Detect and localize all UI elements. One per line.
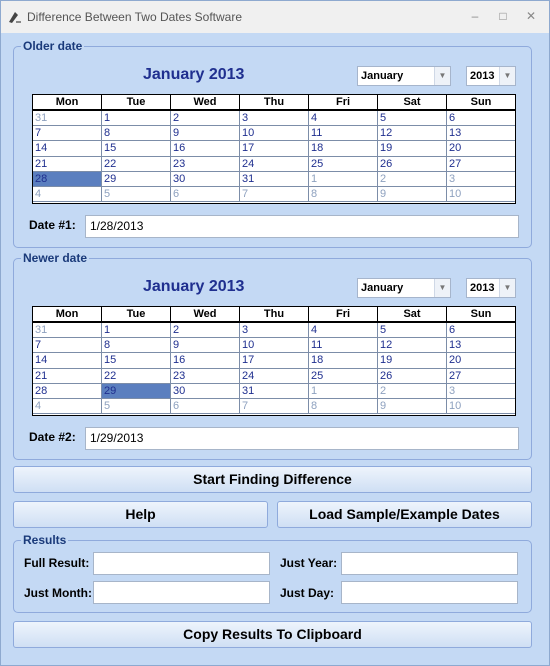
calendar-day[interactable]: 16 (171, 141, 240, 156)
calendar-day-other-month[interactable]: 10 (447, 399, 515, 414)
calendar-day-other-month[interactable]: 2 (378, 172, 447, 187)
calendar-day[interactable]: 24 (240, 157, 309, 172)
calendar-day[interactable]: 17 (240, 141, 309, 156)
copy-results-button[interactable]: Copy Results To Clipboard (13, 621, 532, 648)
calendar-day[interactable]: 30 (171, 384, 240, 399)
weekday-tue: Tue (102, 307, 171, 321)
calendar-day[interactable]: 3 (240, 323, 309, 338)
calendar-day[interactable]: 15 (102, 141, 171, 156)
calendar-week-row (33, 172, 515, 187)
weekday-thu: Thu (240, 307, 309, 321)
weekday-mon: Mon (33, 307, 102, 321)
calendar-day[interactable]: 8 (102, 338, 171, 353)
calendar-day-other-month[interactable]: 1 (309, 172, 378, 187)
calendar-day[interactable]: 4 (309, 323, 378, 338)
calendar-day[interactable]: 18 (309, 353, 378, 368)
calendar-week-row (33, 338, 515, 353)
calendar-day[interactable]: 8 (102, 126, 171, 141)
calendar-day[interactable]: 1 (102, 111, 171, 126)
newer-year-select-value: 2013 (470, 282, 495, 294)
calendar-day[interactable]: 17 (240, 353, 309, 368)
calendar-day-other-month[interactable]: 1 (309, 384, 378, 399)
date2-field[interactable]: 1/29/2013 (85, 427, 519, 450)
calendar-day[interactable]: 10 (240, 126, 309, 141)
calendar-day[interactable]: 23 (171, 157, 240, 172)
calendar-day[interactable]: 1 (102, 323, 171, 338)
calendar-day[interactable]: 3 (240, 111, 309, 126)
date2-label: Date #2: (29, 430, 76, 444)
calendar-day[interactable]: 26 (378, 157, 447, 172)
calendar-day[interactable]: 10 (240, 338, 309, 353)
calendar-day-other-month[interactable]: 7 (240, 399, 309, 414)
calendar-day[interactable]: 9 (171, 338, 240, 353)
calendar-day[interactable]: 18 (309, 141, 378, 156)
calendar-day[interactable]: 31 (240, 172, 309, 187)
weekday-sun: Sun (470, 308, 492, 320)
calendar-day[interactable]: 29 (102, 172, 171, 187)
calendar-day-other-month[interactable]: 8 (309, 399, 378, 414)
older-date-group (13, 39, 532, 248)
newer-month-title: January 2013 (143, 278, 245, 295)
calendar-weekday-header (33, 307, 515, 323)
results-legend: Results (23, 533, 67, 547)
calendar-day[interactable]: 27 (447, 369, 515, 384)
calendar-day-other-month[interactable]: 5 (102, 187, 171, 202)
newer-calendar[interactable] (32, 306, 516, 416)
calendar-day[interactable]: 6 (447, 111, 515, 126)
calendar-day[interactable]: 14 (33, 141, 102, 156)
calendar-week-row (33, 369, 515, 384)
calendar-day[interactable]: 21 (33, 157, 102, 172)
maximize-icon[interactable]: □ (499, 9, 507, 23)
calendar-day-other-month[interactable]: 9 (378, 399, 447, 414)
calendar-day-other-month[interactable]: 3 (447, 172, 515, 187)
calendar-day[interactable]: 15 (102, 353, 171, 368)
window-title: Difference Between Two Dates Software (27, 10, 243, 24)
calendar-day[interactable]: 20 (447, 141, 515, 156)
older-year-select[interactable] (466, 66, 516, 86)
calendar-week-row (33, 399, 515, 414)
calendar-day[interactable]: 11 (309, 338, 378, 353)
results-group (13, 533, 532, 613)
older-month-select-value: January (361, 70, 404, 82)
calendar-day-other-month[interactable]: 5 (102, 399, 171, 414)
calendar-day[interactable]: 12 (378, 338, 447, 353)
just-day-field[interactable] (341, 581, 518, 604)
chevron-down-icon[interactable]: ▼ (499, 279, 515, 297)
weekday-sat: Sat (378, 307, 447, 321)
weekday-wed: Wed (171, 307, 240, 321)
calendar-week-row (33, 111, 515, 126)
calendar-day-other-month[interactable]: 7 (240, 187, 309, 202)
just-month-label: Just Month: (24, 586, 92, 600)
weekday-sat: Sat (378, 95, 447, 109)
newer-month-select-value: January (361, 282, 404, 294)
calendar-day-other-month[interactable]: 6 (171, 187, 240, 202)
calendar-day[interactable]: 13 (447, 126, 515, 141)
calendar-day[interactable]: 28 (33, 172, 102, 187)
calendar-day[interactable]: 25 (309, 157, 378, 172)
calendar-day[interactable]: 22 (102, 369, 171, 384)
weekday-tue: Tue (102, 95, 171, 109)
calendar-day[interactable]: 28 (33, 384, 102, 399)
older-calendar[interactable] (32, 94, 516, 204)
calendar-day-other-month[interactable]: 6 (171, 399, 240, 414)
newer-month-select[interactable] (357, 278, 451, 298)
calendar-day[interactable]: 14 (33, 353, 102, 368)
just-day-label: Just Day: (280, 586, 335, 600)
calendar-week-row (33, 126, 515, 141)
calendar-day[interactable]: 21 (33, 369, 102, 384)
calendar-day-other-month[interactable]: 8 (309, 187, 378, 202)
calendar-day-other-month[interactable]: 3 (447, 384, 515, 399)
weekday-fri: Fri (309, 307, 378, 321)
older-month-title: January 2013 (143, 66, 245, 83)
calendar-week-row (33, 384, 515, 399)
calendar-day[interactable]: 2 (171, 111, 240, 126)
just-month-field[interactable] (93, 581, 270, 604)
calendar-day-other-month[interactable]: 10 (447, 187, 515, 202)
close-icon[interactable]: ✕ (525, 9, 537, 23)
calendar-day[interactable]: 2 (171, 323, 240, 338)
calendar-day[interactable]: 23 (171, 369, 240, 384)
calendar-day[interactable]: 6 (447, 323, 515, 338)
calendar-week-row (33, 187, 515, 202)
calendar-day[interactable]: 7 (33, 338, 102, 353)
minimize-icon[interactable]: – (471, 9, 479, 23)
calendar-day[interactable]: 11 (309, 126, 378, 141)
title-bar (1, 1, 549, 33)
calendar-day[interactable]: 26 (378, 369, 447, 384)
full-result-field[interactable] (93, 552, 270, 575)
load-sample-dates-button[interactable]: Load Sample/Example Dates (277, 501, 532, 528)
calendar-week-row (33, 353, 515, 368)
calendar-day[interactable]: 9 (171, 126, 240, 141)
older-date-legend: Older date (23, 39, 83, 53)
just-year-label: Just Year: (280, 556, 338, 570)
calendar-week-row (33, 157, 515, 172)
calendar-day-other-month[interactable]: 4 (33, 399, 102, 414)
weekday-thu: Thu (240, 95, 309, 109)
chevron-down-icon[interactable]: ▼ (499, 67, 515, 85)
app-icon (7, 9, 23, 25)
newer-date-legend: Newer date (23, 251, 88, 265)
calendar-day[interactable]: 16 (171, 353, 240, 368)
just-year-field[interactable] (341, 552, 518, 575)
newer-date-group (13, 251, 532, 460)
calendar-day[interactable]: 29 (102, 384, 171, 399)
calendar-day[interactable]: 31 (240, 384, 309, 399)
newer-year-select[interactable] (466, 278, 516, 298)
calendar-day[interactable]: 30 (171, 172, 240, 187)
calendar-day[interactable]: 12 (378, 126, 447, 141)
calendar-weekday-header (33, 95, 515, 111)
calendar-day[interactable]: 25 (309, 369, 378, 384)
date1-label: Date #1: (29, 218, 76, 232)
chevron-down-icon[interactable]: ▼ (434, 279, 450, 297)
calendar-day[interactable]: 24 (240, 369, 309, 384)
calendar-day[interactable]: 19 (378, 141, 447, 156)
calendar-day-other-month[interactable]: 31 (33, 111, 102, 126)
calendar-day[interactable]: 4 (309, 111, 378, 126)
calendar-day[interactable]: 5 (378, 323, 447, 338)
calendar-day[interactable]: 13 (447, 338, 515, 353)
calendar-day-other-month[interactable]: 9 (378, 187, 447, 202)
weekday-mon: Mon (33, 95, 102, 109)
calendar-day[interactable]: 19 (378, 353, 447, 368)
start-finding-difference-button[interactable]: Start Finding Difference (13, 466, 532, 493)
weekday-wed: Wed (171, 95, 240, 109)
chevron-down-icon[interactable]: ▼ (434, 67, 450, 85)
older-year-select-value: 2013 (470, 70, 495, 82)
older-month-select[interactable] (357, 66, 451, 86)
calendar-day[interactable]: 7 (33, 126, 102, 141)
calendar-day[interactable]: 5 (378, 111, 447, 126)
full-result-label: Full Result: (24, 556, 90, 570)
calendar-week-row (33, 323, 515, 338)
calendar-day-other-month[interactable]: 2 (378, 384, 447, 399)
calendar-day-other-month[interactable]: 4 (33, 187, 102, 202)
calendar-week-row (33, 141, 515, 156)
calendar-day[interactable]: 22 (102, 157, 171, 172)
weekday-fri: Fri (309, 95, 378, 109)
help-button[interactable]: Help (13, 501, 268, 528)
date1-field[interactable]: 1/28/2013 (85, 215, 519, 238)
calendar-day-other-month[interactable]: 31 (33, 323, 102, 338)
calendar-day[interactable]: 20 (447, 353, 515, 368)
calendar-day[interactable]: 27 (447, 157, 515, 172)
weekday-sun: Sun (470, 96, 492, 108)
